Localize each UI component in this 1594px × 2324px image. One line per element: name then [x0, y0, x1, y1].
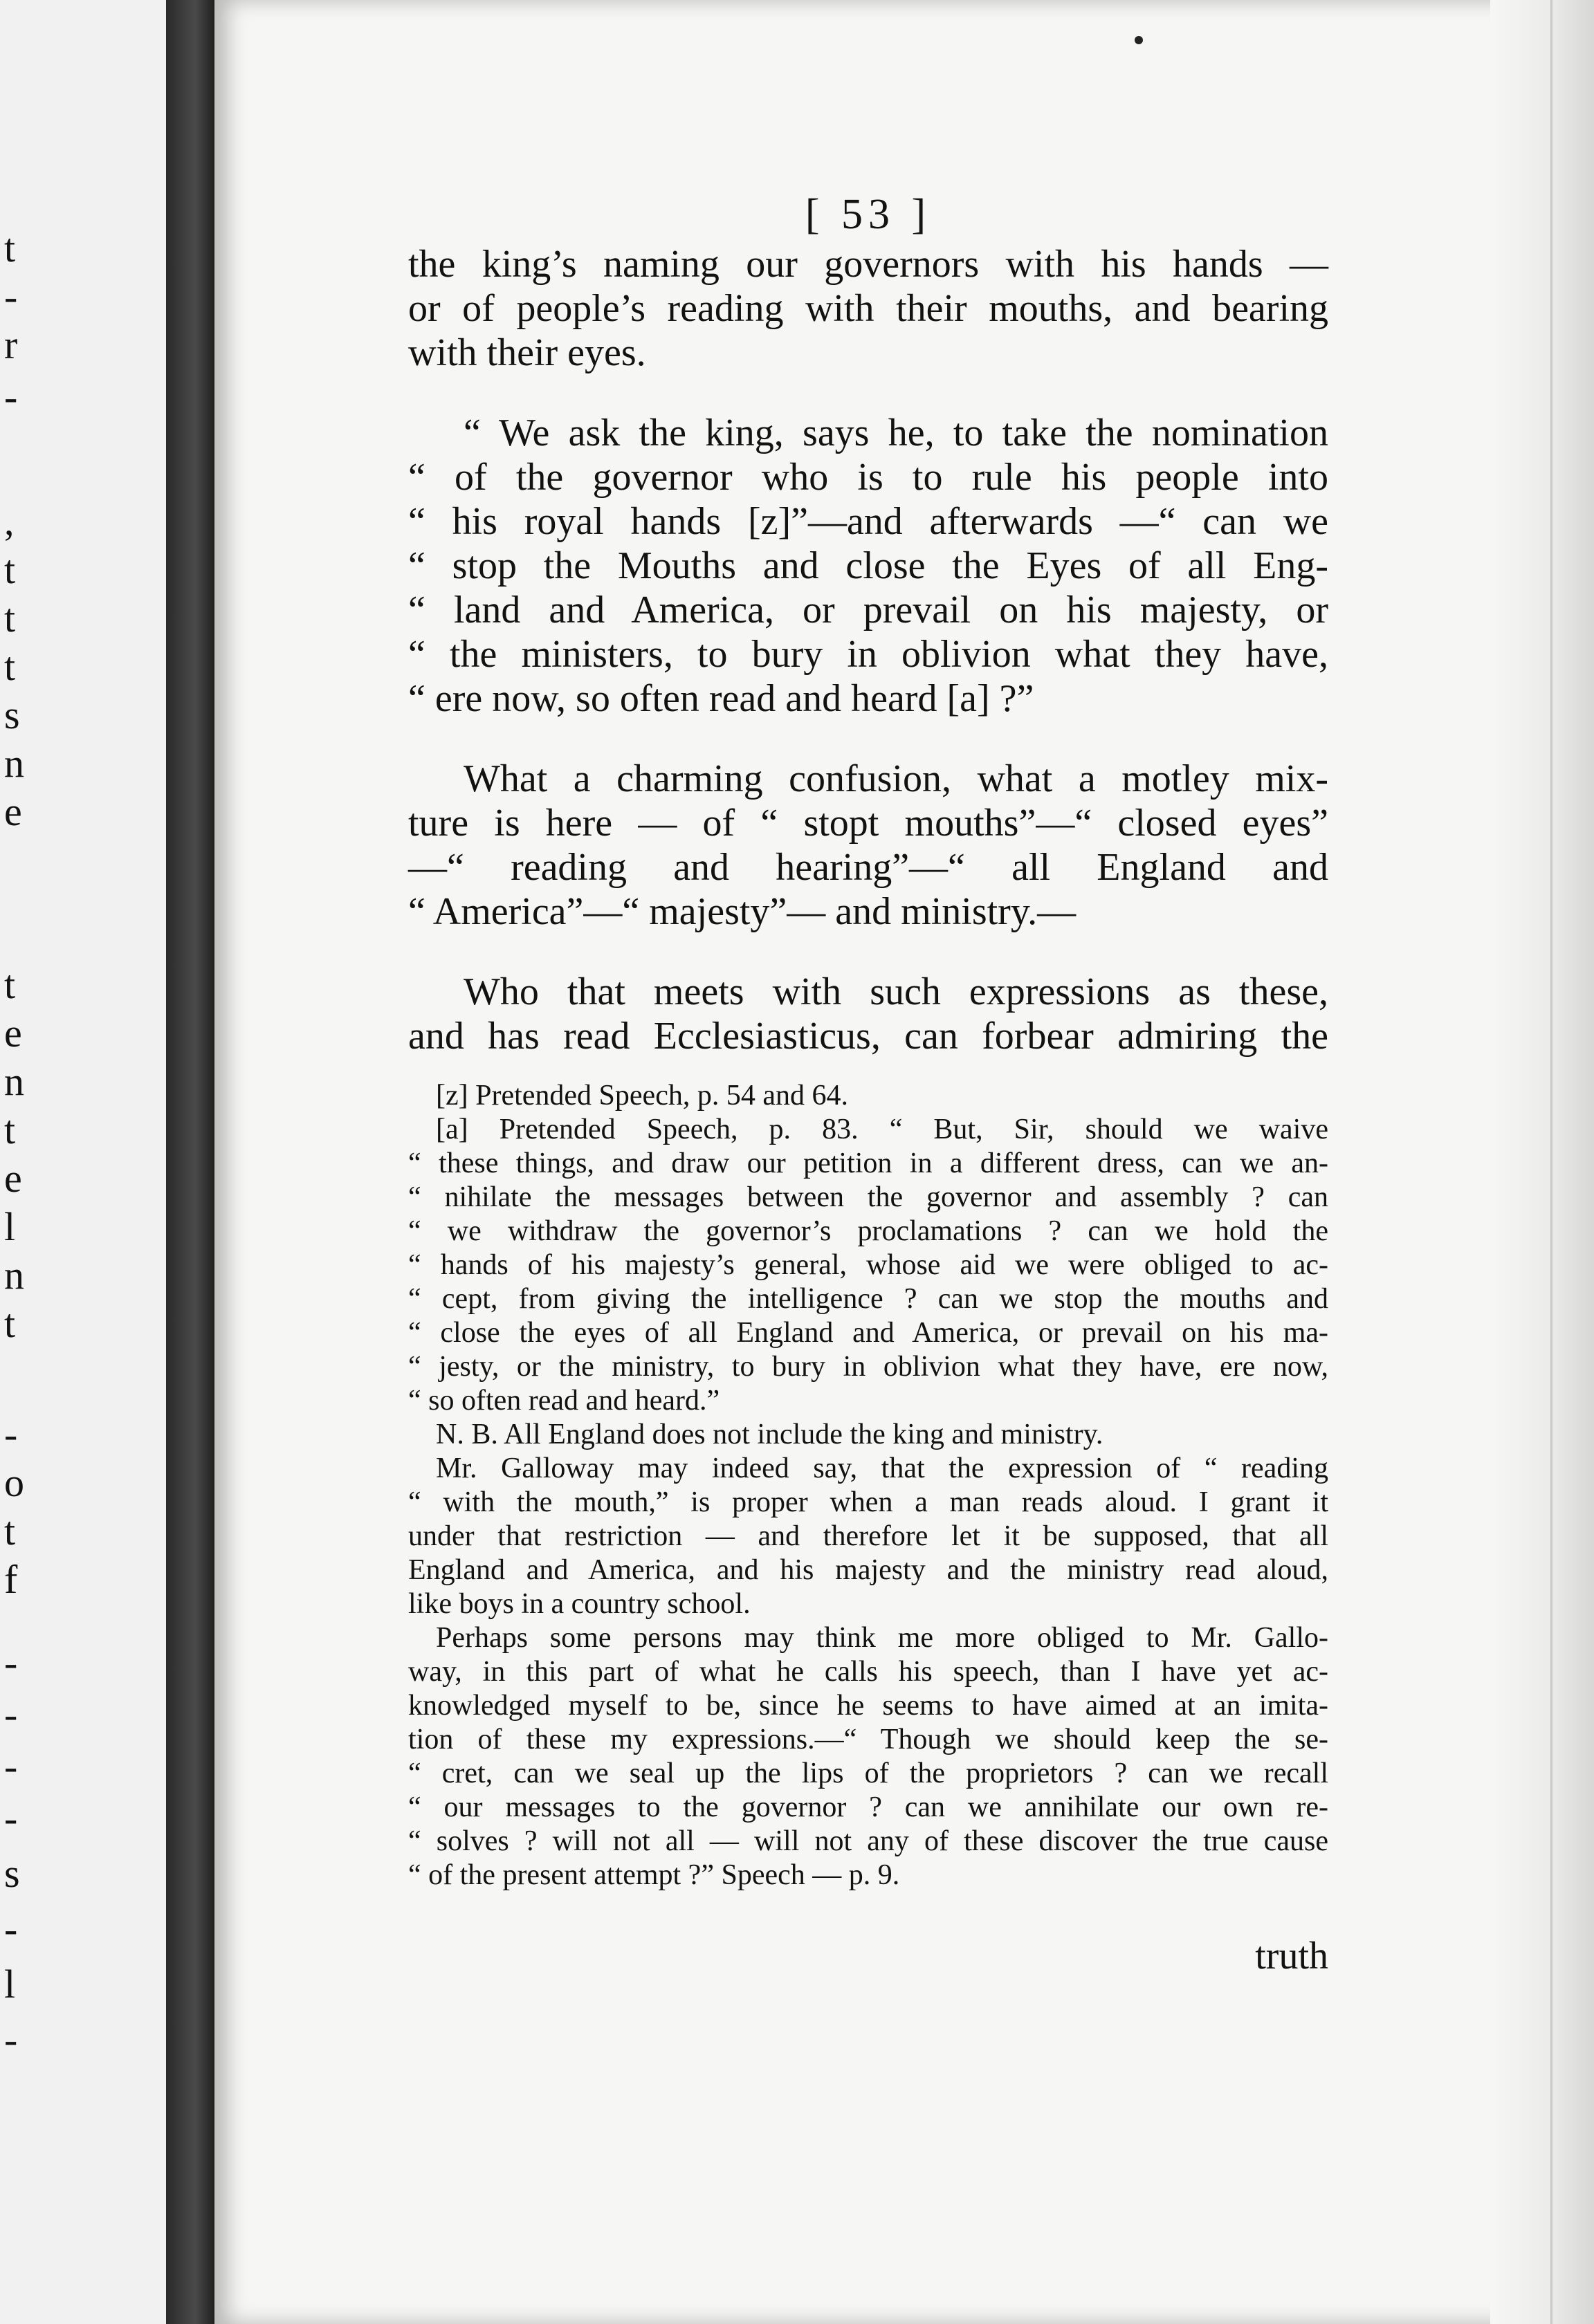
body-line: “ land and America, or prevail on his majesty, or — [408, 589, 1328, 631]
facing-glyph: l — [4, 1962, 16, 2007]
paragraph-gap — [408, 721, 1328, 757]
body-line: the king’s naming our governors with his hands — — [408, 243, 1328, 286]
body-line: or of people’s reading with their mouths, and bearing — [408, 287, 1328, 330]
facing-glyph: r — [4, 322, 18, 367]
footnote-line: “ cept, from giving the intelligence ? can we stop the mouths and — [408, 1283, 1328, 1315]
facing-glyph: f — [4, 1557, 18, 1602]
body-line: “ stop the Mouths and close the Eyes of all Eng- — [408, 544, 1328, 587]
footnote-line: N. B. All England does not include the king and ministry. — [436, 1419, 1103, 1450]
footnote-line: “ we withdraw the governor’s proclamations ? can we hold the — [408, 1215, 1328, 1247]
body-line: Who that meets with such expressions as these, — [464, 970, 1328, 1013]
facing-glyph: , — [4, 499, 15, 544]
body-line: “ We ask the king, says he, to take the nomination — [464, 412, 1328, 454]
facing-glyph: t — [4, 1301, 16, 1346]
facing-glyph: t — [4, 1107, 16, 1152]
footnote-line: [z] Pretended Speech, p. 54 and 64. — [436, 1080, 848, 1112]
footnote-line: “ cret, can we seal up the lips of the proprietors ? can we recall — [408, 1758, 1328, 1789]
facing-glyph: - — [4, 1744, 18, 1789]
body-line: “ America”—“ majesty”— and ministry.— — [408, 890, 1077, 933]
facing-glyph: s — [4, 692, 20, 737]
ink-spot — [1135, 36, 1143, 44]
footnote-line: knowledged myself to be, since he seems to have aimed at an imita- — [408, 1690, 1328, 1722]
catchword: truth — [1255, 1935, 1328, 1977]
footnote-line: “ solves ? will not all — will not any of these discover the true cause — [408, 1825, 1328, 1857]
footnote-line: “ nihilate the messages between the governor and assembly ? can — [408, 1181, 1328, 1213]
facing-glyph: t — [4, 225, 16, 270]
footnote-line: Mr. Galloway may indeed say, that the expression of “ reading — [436, 1452, 1328, 1484]
facing-glyph: l — [4, 1204, 16, 1249]
facing-glyph: - — [4, 374, 18, 419]
facing-glyph: - — [4, 274, 18, 319]
page-fore-edge — [1490, 0, 1594, 2324]
book-gutter — [166, 0, 214, 2324]
facing-glyph: - — [4, 1796, 18, 1841]
body-line: “ the ministers, to bury in oblivion what they have, — [408, 633, 1328, 676]
facing-glyph: - — [4, 1906, 18, 1951]
footnote-line: Perhaps some persons may think me more obliged to Mr. Gallo- — [436, 1622, 1328, 1654]
facing-glyph: e — [4, 1156, 22, 1201]
body-line: and has read Ecclesiasticus, can forbear admiring the — [408, 1015, 1328, 1058]
facing-glyph: n — [4, 1059, 24, 1104]
body-line: “ of the governor who is to rule his people into — [408, 456, 1328, 499]
facing-glyph: - — [4, 1640, 18, 1685]
body-line: “ ere now, so often read and heard [a] ?” — [408, 677, 1034, 720]
facing-glyph: t — [4, 1509, 16, 1553]
facing-glyph: - — [4, 1692, 18, 1737]
footnote-line: “ our messages to the governor ? can we annihilate our own re- — [408, 1791, 1328, 1823]
footnote-line: “ close the eyes of all England and America, or prevail on his ma- — [408, 1317, 1328, 1349]
paragraph-gap — [408, 934, 1328, 970]
facing-glyph: n — [4, 741, 24, 786]
footnote-line: “ these things, and draw our petition in a different dress, can we an- — [408, 1147, 1328, 1179]
footnote-line: like boys in a country school. — [408, 1588, 751, 1620]
footnote-line: under that restriction — and therefore let it be supposed, that all — [408, 1520, 1328, 1552]
paragraph-gap — [408, 375, 1328, 411]
facing-glyph: n — [4, 1253, 24, 1298]
facing-glyph: e — [4, 789, 22, 834]
body-line: with their eyes. — [408, 331, 646, 374]
main-text — [408, 242, 1328, 1058]
facing-glyph: t — [4, 962, 16, 1007]
footnote-line: “ with the mouth,” is proper when a man reads aloud. I grant it — [408, 1486, 1328, 1518]
footnote-line: England and America, and his majesty and the ministry read aloud, — [408, 1554, 1328, 1586]
footnote-line: “ so often read and heard.” — [408, 1385, 720, 1417]
footnote-line: tion of these my expressions.—“ Though we should keep the se- — [408, 1724, 1328, 1755]
footnote-line: “ jesty, or the ministry, to bury in oblivion what they have, ere now, — [408, 1351, 1328, 1383]
page-number: [ 53 ] — [805, 191, 932, 238]
body-line: ture is here — of “ stopt mouths”—“ closed eyes” — [408, 802, 1328, 845]
facing-glyph: o — [4, 1460, 24, 1505]
body-line: “ his royal hands [z]”—and afterwards —“ can we — [408, 500, 1328, 543]
facing-glyph: t — [4, 547, 16, 592]
facing-glyph: t — [4, 644, 16, 689]
footnotes — [408, 1079, 1328, 1892]
facing-glyph: - — [4, 1412, 18, 1457]
facing-page-edge — [0, 0, 166, 2324]
body-line: —“ reading and hearing”—“ all England and — [408, 846, 1328, 889]
footnote-line: “ of the present attempt ?” Speech — p. 9. — [408, 1859, 900, 1891]
facing-glyph: t — [4, 596, 16, 640]
footnote-line: “ hands of his majesty’s general, whose aid we were obliged to ac- — [408, 1249, 1328, 1281]
footnote-line: way, in this part of what he calls his speech, than I have yet ac- — [408, 1656, 1328, 1688]
facing-glyph: e — [4, 1011, 22, 1055]
body-line: What a charming confusion, what a motley mix- — [464, 757, 1328, 800]
page-text — [408, 187, 1328, 1978]
page-edge-line — [1550, 0, 1552, 2324]
facing-glyph: - — [4, 2017, 18, 2062]
facing-glyph: s — [4, 1851, 20, 1896]
footnote-line: [a] Pretended Speech, p. 83. “ But, Sir, should we waive — [436, 1114, 1328, 1145]
